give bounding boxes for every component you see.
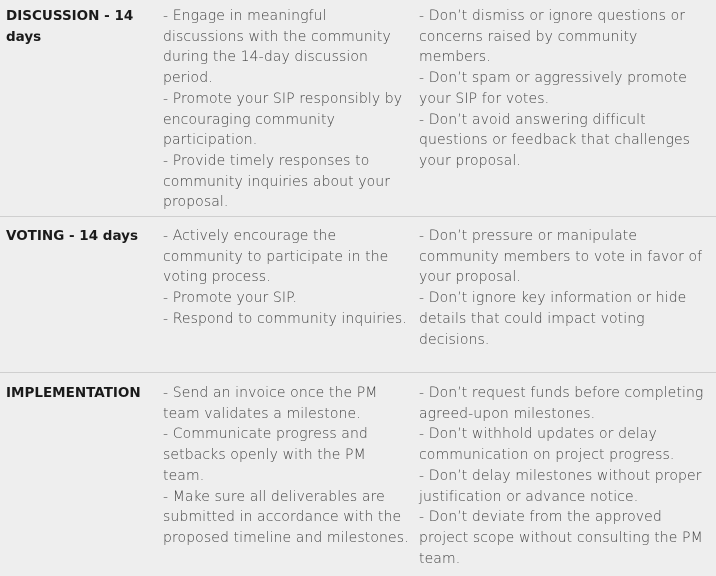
row-divider: [0, 216, 716, 217]
dont-item: - Don’t pressure or manipulate community members to vote in favor of your proposal.: [419, 228, 707, 286]
do-item: - Respond to community inquiries.: [163, 310, 407, 327]
stage-label-text: DISCUSSION - 14 days: [6, 8, 134, 45]
stage-label: [0, 226, 150, 247]
stage-label-text: VOTING - 14 days: [6, 228, 138, 244]
do-item: - Promote your SIP.: [163, 290, 298, 307]
dont-item: - Don’t avoid answering difficult questions or feedback that challenges your proposal.: [419, 111, 695, 169]
table-row-voting: [0, 226, 716, 356]
do-item: - Engage in meaningful discussions with the community during the 14-day discussion period.: [163, 8, 396, 87]
row-divider: [0, 372, 716, 373]
do-item: - Promote your SIP responsibly by encouraging community participation.: [163, 90, 407, 149]
stage-label-text: IMPLEMENTATION: [6, 385, 141, 401]
do-item: - Actively encourage the community to participate in the voting process.: [163, 228, 393, 286]
do-item: - Communicate progress and setbacks openly with the PM team.: [163, 426, 373, 484]
dont-item: - Don’t request funds before completing agreed-upon milestones.: [419, 385, 708, 422]
dos-list: [163, 6, 409, 213]
donts-list: [419, 6, 709, 172]
donts-list: [419, 383, 709, 569]
stage-label: [0, 6, 150, 47]
donts-list: [419, 226, 709, 350]
table-row-implementation: [0, 383, 716, 573]
dont-item: - Don’t ignore key information or hide details that could impact voting decisions.: [419, 290, 691, 348]
do-item: - Provide timely responses to community inquiries about your proposal.: [163, 152, 395, 211]
do-item: - Send an invoice once the PM team validates a milestone.: [163, 385, 382, 422]
dont-item: - Don’t deviate from the approved project scope without consulting the PM team.: [419, 509, 708, 567]
dos-list: [163, 383, 409, 549]
table-row-discussion: [0, 6, 716, 211]
dont-item: - Don’t spam or aggressively promote your SIP for votes.: [419, 70, 692, 107]
do-item: - Make sure all deliverables are submitted in accordance with the proposed timeline and milestones.: [163, 488, 409, 546]
dos-list: [163, 226, 409, 330]
dont-item: - Don’t withhold updates or delay communication on project progress.: [419, 426, 675, 464]
dont-item: - Don’t delay milestones without proper justification or advance notice.: [419, 467, 707, 505]
dont-item: - Don’t dismiss or ignore questions or concerns raised by community members.: [419, 8, 690, 66]
stage-label: [0, 383, 158, 404]
